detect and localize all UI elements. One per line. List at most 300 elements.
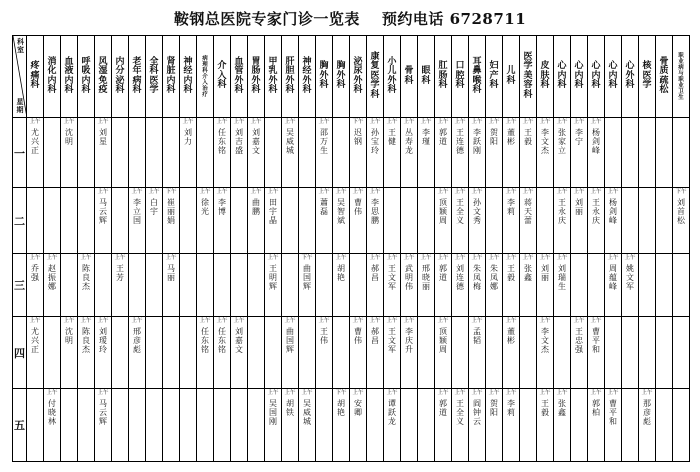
doctor-name: 吴 威 城	[286, 128, 294, 155]
session-tag: 上午	[522, 119, 534, 125]
doctor-name: 胡 艳	[337, 399, 345, 417]
doctor-name: 刘 嘉 文	[235, 327, 243, 354]
dept-header: 疼 痛 科	[27, 36, 44, 118]
schedule-cell	[129, 188, 146, 254]
doctor-name: 杨 剑 峰	[609, 198, 617, 225]
schedule-cell	[367, 317, 384, 389]
schedule-cell	[333, 317, 350, 389]
schedule-cell	[282, 389, 299, 462]
schedule-cell	[316, 389, 333, 462]
doctor-name: 胡 铁	[286, 399, 294, 417]
schedule-cell	[656, 389, 673, 462]
session-tag: 上午	[318, 119, 330, 125]
schedule-cell	[435, 188, 452, 254]
doctor-name: 杨 剑 峰	[592, 128, 600, 155]
schedule-table	[12, 35, 688, 465]
dept-header: 内 分 泌 科	[112, 36, 129, 118]
session-tag: 上午	[267, 189, 279, 195]
schedule-cell	[95, 389, 112, 462]
session-tag: 上午	[352, 390, 364, 396]
schedule-cell	[299, 188, 316, 254]
session-tag: 上午	[641, 390, 653, 396]
schedule-cell	[44, 188, 61, 254]
doctor-name: 王 芳	[116, 264, 124, 282]
schedule-cell	[27, 118, 44, 188]
doctor-name: 王 明 辉	[269, 264, 277, 291]
schedule-cell	[571, 188, 588, 254]
session-tag: 上午	[233, 318, 245, 324]
schedule-cell	[180, 188, 197, 254]
session-tag: 上午	[386, 119, 398, 125]
session-tag: 上午	[488, 390, 500, 396]
schedule-cell	[197, 254, 214, 317]
doctor-name: 赵 振 娜	[48, 264, 56, 291]
schedule-cell	[214, 389, 231, 462]
session-tag: 上午	[284, 390, 296, 396]
doctor-name: 吴 智 斌	[337, 198, 345, 225]
session-tag: 上午	[182, 119, 194, 125]
schedule-cell	[418, 188, 435, 254]
session-tag: 上午	[386, 255, 398, 261]
doctor-name: 王 伟	[320, 327, 328, 345]
weekday-label: 一	[13, 118, 27, 188]
session-tag: 上午	[539, 255, 551, 261]
session-tag: 上午	[97, 119, 109, 125]
dept-header: 胃 肠 外 科	[248, 36, 265, 118]
schedule-cell	[384, 317, 401, 389]
doctor-name: 吴 国 刚	[269, 399, 277, 426]
schedule-cell	[214, 317, 231, 389]
doctor-name: 曲 国 辉	[303, 264, 311, 291]
schedule-cell	[401, 317, 418, 389]
session-tag: 上午	[573, 189, 585, 195]
schedule-cell	[265, 254, 282, 317]
session-tag: 上午	[471, 119, 483, 125]
dept-header: 心 内 科	[571, 36, 588, 118]
doctor-name: 胡 艳	[337, 264, 345, 282]
session-tag: 上午	[369, 189, 381, 195]
doctor-name: 曲 鹏	[252, 198, 260, 216]
dept-header: 心 内 科	[588, 36, 605, 118]
schedule-cell	[282, 317, 299, 389]
schedule-cell	[520, 317, 537, 389]
session-tag: 上午	[148, 189, 160, 195]
schedule-cell	[129, 118, 146, 188]
doctor-name: 郝 昌	[371, 264, 379, 282]
schedule-cell	[435, 254, 452, 317]
dept-header: 皮 肤 科	[537, 36, 554, 118]
schedule-cell	[537, 188, 554, 254]
doctor-name: 孙 文 秀	[473, 198, 481, 225]
schedule-cell	[452, 389, 469, 462]
doctor-name: 郭 柏	[592, 399, 600, 417]
dept-header: 心 内 科	[554, 36, 571, 118]
session-tag: 上午	[454, 189, 466, 195]
schedule-cell	[333, 389, 350, 462]
corner-cell	[13, 36, 27, 118]
session-tag: 上午	[386, 390, 398, 396]
header-row	[13, 36, 690, 118]
doctor-name: 贺 阳	[490, 128, 498, 146]
schedule-cell	[537, 317, 554, 389]
doctor-name: 乔 强	[31, 264, 39, 282]
doctor-name: 李 跃 刚	[473, 128, 481, 155]
doctor-name: 朱 凤 娜	[490, 264, 498, 291]
dept-header: 风 湿 免 疫	[95, 36, 112, 118]
schedule-cell	[231, 317, 248, 389]
dept-header: 病 理 科 介 入 治 疗	[197, 36, 214, 118]
schedule-cell	[554, 118, 571, 188]
session-tag: 上午	[352, 318, 364, 324]
session-tag: 上午	[369, 255, 381, 261]
schedule-cell	[265, 118, 282, 188]
session-tag: 上午	[386, 318, 398, 324]
schedule-cell	[129, 317, 146, 389]
schedule-cell	[44, 317, 61, 389]
schedule-cell	[78, 317, 95, 389]
schedule-cell	[163, 188, 180, 254]
schedule-cell	[316, 254, 333, 317]
session-tag: 上午	[590, 189, 602, 195]
doctor-name: 顶 颖 周	[439, 327, 447, 354]
dept-header: 口 腔 科	[452, 36, 469, 118]
session-tag: 上午	[522, 189, 534, 195]
schedule-cell	[248, 118, 265, 188]
schedule-cell	[452, 317, 469, 389]
doctor-name: 那 彦 彪	[643, 399, 651, 426]
schedule-cell	[180, 254, 197, 317]
session-tag: 上午	[471, 390, 483, 396]
schedule-cell	[61, 118, 78, 188]
doctor-name: 邢 晓 丽	[422, 264, 430, 291]
doctor-name: 刘 瑷 玲	[99, 327, 107, 354]
schedule-cell	[639, 254, 656, 317]
session-tag: 上午	[216, 189, 228, 195]
schedule-cell	[486, 254, 503, 317]
schedule-cell	[673, 254, 690, 317]
session-tag: 上午	[607, 189, 619, 195]
session-tag: 上午	[573, 119, 585, 125]
schedule-cell	[333, 254, 350, 317]
dept-header: 心 内 科	[605, 36, 622, 118]
session-tag: 上午	[29, 119, 41, 125]
doctor-name: 陈 良 杰	[82, 327, 90, 354]
schedule-cell	[231, 254, 248, 317]
dept-header: 耳 鼻 喉 科	[469, 36, 486, 118]
schedule-cell	[27, 188, 44, 254]
session-tag: 上午	[437, 390, 449, 396]
schedule-cell	[401, 389, 418, 462]
schedule-cell	[180, 118, 197, 188]
doctor-name: 迟 钢	[354, 128, 362, 146]
session-tag: 上午	[624, 255, 636, 261]
schedule-cell	[622, 118, 639, 188]
session-tag: 上午	[471, 189, 483, 195]
schedule-cell	[316, 188, 333, 254]
schedule-cell	[367, 188, 384, 254]
schedule-cell	[316, 317, 333, 389]
dept-header: 介 入 科	[214, 36, 231, 118]
schedule-cell	[333, 188, 350, 254]
phone-number: 预约电话 6728711	[381, 10, 527, 28]
doctor-name: 蕭 磊	[320, 198, 328, 216]
doctor-name: 王 连 德	[456, 128, 464, 155]
schedule-cell	[571, 389, 588, 462]
schedule-cell	[384, 389, 401, 462]
doctor-name: 刘 首 松	[677, 198, 685, 225]
schedule-cell	[112, 317, 129, 389]
schedule-cell	[282, 118, 299, 188]
dept-header: 骨 质 疏 松	[656, 36, 673, 118]
session-tag: 上午	[590, 390, 602, 396]
schedule-cell	[146, 389, 163, 462]
session-tag: 上午	[267, 255, 279, 261]
doctor-name: 李 博	[218, 198, 226, 216]
session-tag: 上午	[573, 318, 585, 324]
schedule-cell	[588, 389, 605, 462]
session-tag: 下午	[335, 390, 347, 396]
dept-header: 全 科 医 学	[146, 36, 163, 118]
doctor-name: 王 永 庆	[558, 198, 566, 225]
dept-header: 康 复 医 学 科	[367, 36, 384, 118]
session-tag: 上午	[556, 119, 568, 125]
schedule-cell	[214, 118, 231, 188]
session-tag: 上午	[199, 318, 211, 324]
schedule-cell	[503, 317, 520, 389]
doctor-name: 王 永 庆	[592, 198, 600, 225]
schedule-cell	[639, 188, 656, 254]
doctor-name: 王 文 军	[388, 327, 396, 354]
doctor-name: 王 忠 强	[575, 327, 583, 354]
schedule-cell	[571, 254, 588, 317]
schedule-cell	[639, 317, 656, 389]
doctor-name: 刘 星	[99, 128, 107, 146]
dept-header: 眼 科	[418, 36, 435, 118]
schedule-cell	[163, 389, 180, 462]
schedule-cell	[248, 254, 265, 317]
doctor-name: 尤 兴 正	[31, 128, 39, 155]
dept-header: 职 业 病 与 职 业 卫 生	[673, 36, 690, 118]
session-tag: 上午	[437, 255, 449, 261]
doctor-name: 贺 阳	[490, 399, 498, 417]
session-tag: 上午	[539, 318, 551, 324]
doctor-name: 崔 丽 娟	[167, 198, 175, 225]
schedule-cell	[146, 188, 163, 254]
doctor-name: 李 莉	[507, 399, 515, 417]
dept-header: 肛 肠 科	[435, 36, 452, 118]
schedule-cell	[197, 188, 214, 254]
schedule-cell	[299, 389, 316, 462]
schedule-cell	[61, 317, 78, 389]
session-tag: 上午	[420, 255, 432, 261]
schedule-cell	[622, 317, 639, 389]
dept-header: 肝 胆 外 科	[282, 36, 299, 118]
weekday-label: 二	[13, 188, 27, 254]
doctor-name: 王 全 义	[456, 399, 464, 426]
session-tag: 上午	[199, 189, 211, 195]
schedule-cell	[588, 254, 605, 317]
doctor-name: 朱 凤 梅	[473, 264, 481, 291]
doctor-name: 邢 彦 彪	[133, 327, 141, 354]
doctor-name: 郝 昌	[371, 327, 379, 345]
session-tag: 上午	[437, 318, 449, 324]
schedule-cell	[435, 118, 452, 188]
session-tag: 上午	[29, 255, 41, 261]
doctor-name: 姚 文 军	[626, 264, 634, 291]
schedule-cell	[282, 188, 299, 254]
session-tag: 上午	[80, 255, 92, 261]
schedule-cell	[350, 317, 367, 389]
schedule-cell	[78, 389, 95, 462]
doctor-name: 李 文 杰	[541, 327, 549, 354]
schedule-cell	[78, 254, 95, 317]
session-tag: 上午	[403, 119, 415, 125]
session-tag: 上午	[403, 255, 415, 261]
session-tag: 上午	[352, 189, 364, 195]
schedule-cell	[299, 118, 316, 188]
dept-header: 老 年 病 科	[129, 36, 146, 118]
schedule-cell	[588, 188, 605, 254]
doctor-name: 吴 威 城	[303, 399, 311, 426]
doctor-name: 王 文 军	[388, 264, 396, 291]
schedule-cell	[78, 118, 95, 188]
doctor-name: 阎 钟 云	[473, 399, 481, 426]
doctor-name: 邵 万 生	[320, 128, 328, 155]
schedule-cell	[95, 317, 112, 389]
corner-day-label: 星期	[16, 98, 24, 114]
dept-header: 神 经 外 科	[299, 36, 316, 118]
schedule-cell	[656, 317, 673, 389]
schedule-cell	[486, 389, 503, 462]
doctor-name: 马 云 辉	[99, 198, 107, 225]
schedule-cell	[350, 389, 367, 462]
schedule-cell	[248, 389, 265, 462]
schedule-cell	[282, 254, 299, 317]
schedule-cell	[95, 254, 112, 317]
session-tag: 上午	[233, 119, 245, 125]
dept-header: 肾 脏 内 科	[163, 36, 180, 118]
session-tag: 上午	[471, 318, 483, 324]
schedule-cell	[248, 317, 265, 389]
doctor-name: 王 毅	[507, 264, 515, 282]
corner-dept-label: 科室	[17, 38, 24, 54]
schedule-cell	[265, 389, 282, 462]
dept-header: 神 经 内 科	[180, 36, 197, 118]
schedule-cell	[418, 118, 435, 188]
session-tag: 上午	[437, 189, 449, 195]
schedule-cell	[554, 188, 571, 254]
doctor-name: 任 东 铭	[218, 128, 226, 155]
schedule-cell	[469, 254, 486, 317]
schedule-cell	[605, 317, 622, 389]
schedule-cell	[605, 389, 622, 462]
session-tag: 上午	[488, 119, 500, 125]
schedule-cell	[95, 188, 112, 254]
schedule-cell	[401, 118, 418, 188]
doctor-name: 徐 光	[201, 198, 209, 216]
schedule-cell	[469, 188, 486, 254]
doctor-name: 刘 丽	[541, 264, 549, 282]
doctor-name: 马 云 辉	[99, 399, 107, 426]
doctor-name: 周 蕴 峰	[609, 264, 617, 291]
schedule-cell	[129, 389, 146, 462]
schedule-cell	[605, 118, 622, 188]
schedule-cell	[520, 188, 537, 254]
day-row	[13, 254, 690, 317]
schedule-cell	[452, 254, 469, 317]
doctor-name: 安 卿	[354, 399, 362, 417]
schedule-cell	[520, 254, 537, 317]
schedule-cell	[554, 317, 571, 389]
day-row	[13, 118, 690, 188]
doctor-name: 任 东 铭	[201, 327, 209, 354]
schedule-cell	[520, 118, 537, 188]
session-tag: 上午	[522, 255, 534, 261]
doctor-name: 李 立 国	[133, 198, 141, 225]
session-tag: 上午	[97, 318, 109, 324]
session-tag: 上午	[301, 390, 313, 396]
schedule-cell	[639, 118, 656, 188]
schedule-cell	[520, 389, 537, 462]
schedule-cell	[418, 254, 435, 317]
session-tag: 上午	[505, 119, 517, 125]
session-tag: 上午	[590, 119, 602, 125]
dept-header: 胸 外 科	[316, 36, 333, 118]
schedule-cell	[554, 389, 571, 462]
schedule-cell	[112, 254, 129, 317]
doctor-name: 刘 力	[184, 128, 192, 146]
doctor-name: 李 庆 升	[405, 327, 413, 354]
schedule-cell	[129, 254, 146, 317]
doctor-name: 刘 嘉 文	[252, 128, 260, 155]
session-tag: 上午	[97, 189, 109, 195]
dept-header: 泌 尿 外 科	[350, 36, 367, 118]
doctor-name: 郭 道	[439, 128, 447, 146]
schedule-cell	[146, 118, 163, 188]
schedule-cell	[622, 188, 639, 254]
schedule-cell	[180, 317, 197, 389]
schedule-cell	[163, 317, 180, 389]
schedule-cell	[27, 389, 44, 462]
schedule-cell	[112, 389, 129, 462]
dept-header: 小 儿 外 科	[384, 36, 401, 118]
schedule-cell	[503, 188, 520, 254]
session-tag: 上午	[46, 255, 58, 261]
session-tag: 上午	[63, 318, 75, 324]
schedule-cell	[384, 118, 401, 188]
schedule-cell	[95, 118, 112, 188]
schedule-cell	[588, 118, 605, 188]
schedule-cell	[146, 254, 163, 317]
weekday-label: 三	[13, 254, 27, 317]
doctor-name: 李 宁	[575, 128, 583, 146]
doctor-name: 刘 丽	[575, 198, 583, 216]
schedule-cell	[248, 188, 265, 254]
schedule-cell	[78, 188, 95, 254]
page-title	[0, 8, 700, 29]
schedule-cell	[112, 118, 129, 188]
session-tag: 上午	[454, 119, 466, 125]
schedule-cell	[452, 188, 469, 254]
schedule-grid	[12, 35, 690, 462]
doctor-name: 董 彬	[507, 327, 515, 345]
schedule-cell	[571, 118, 588, 188]
doctor-name: 尤 兴 正	[31, 327, 39, 354]
schedule-cell	[367, 118, 384, 188]
dept-header: 呼 吸 内 科	[78, 36, 95, 118]
dept-header: 胸 外 科	[333, 36, 350, 118]
schedule-cell	[418, 317, 435, 389]
